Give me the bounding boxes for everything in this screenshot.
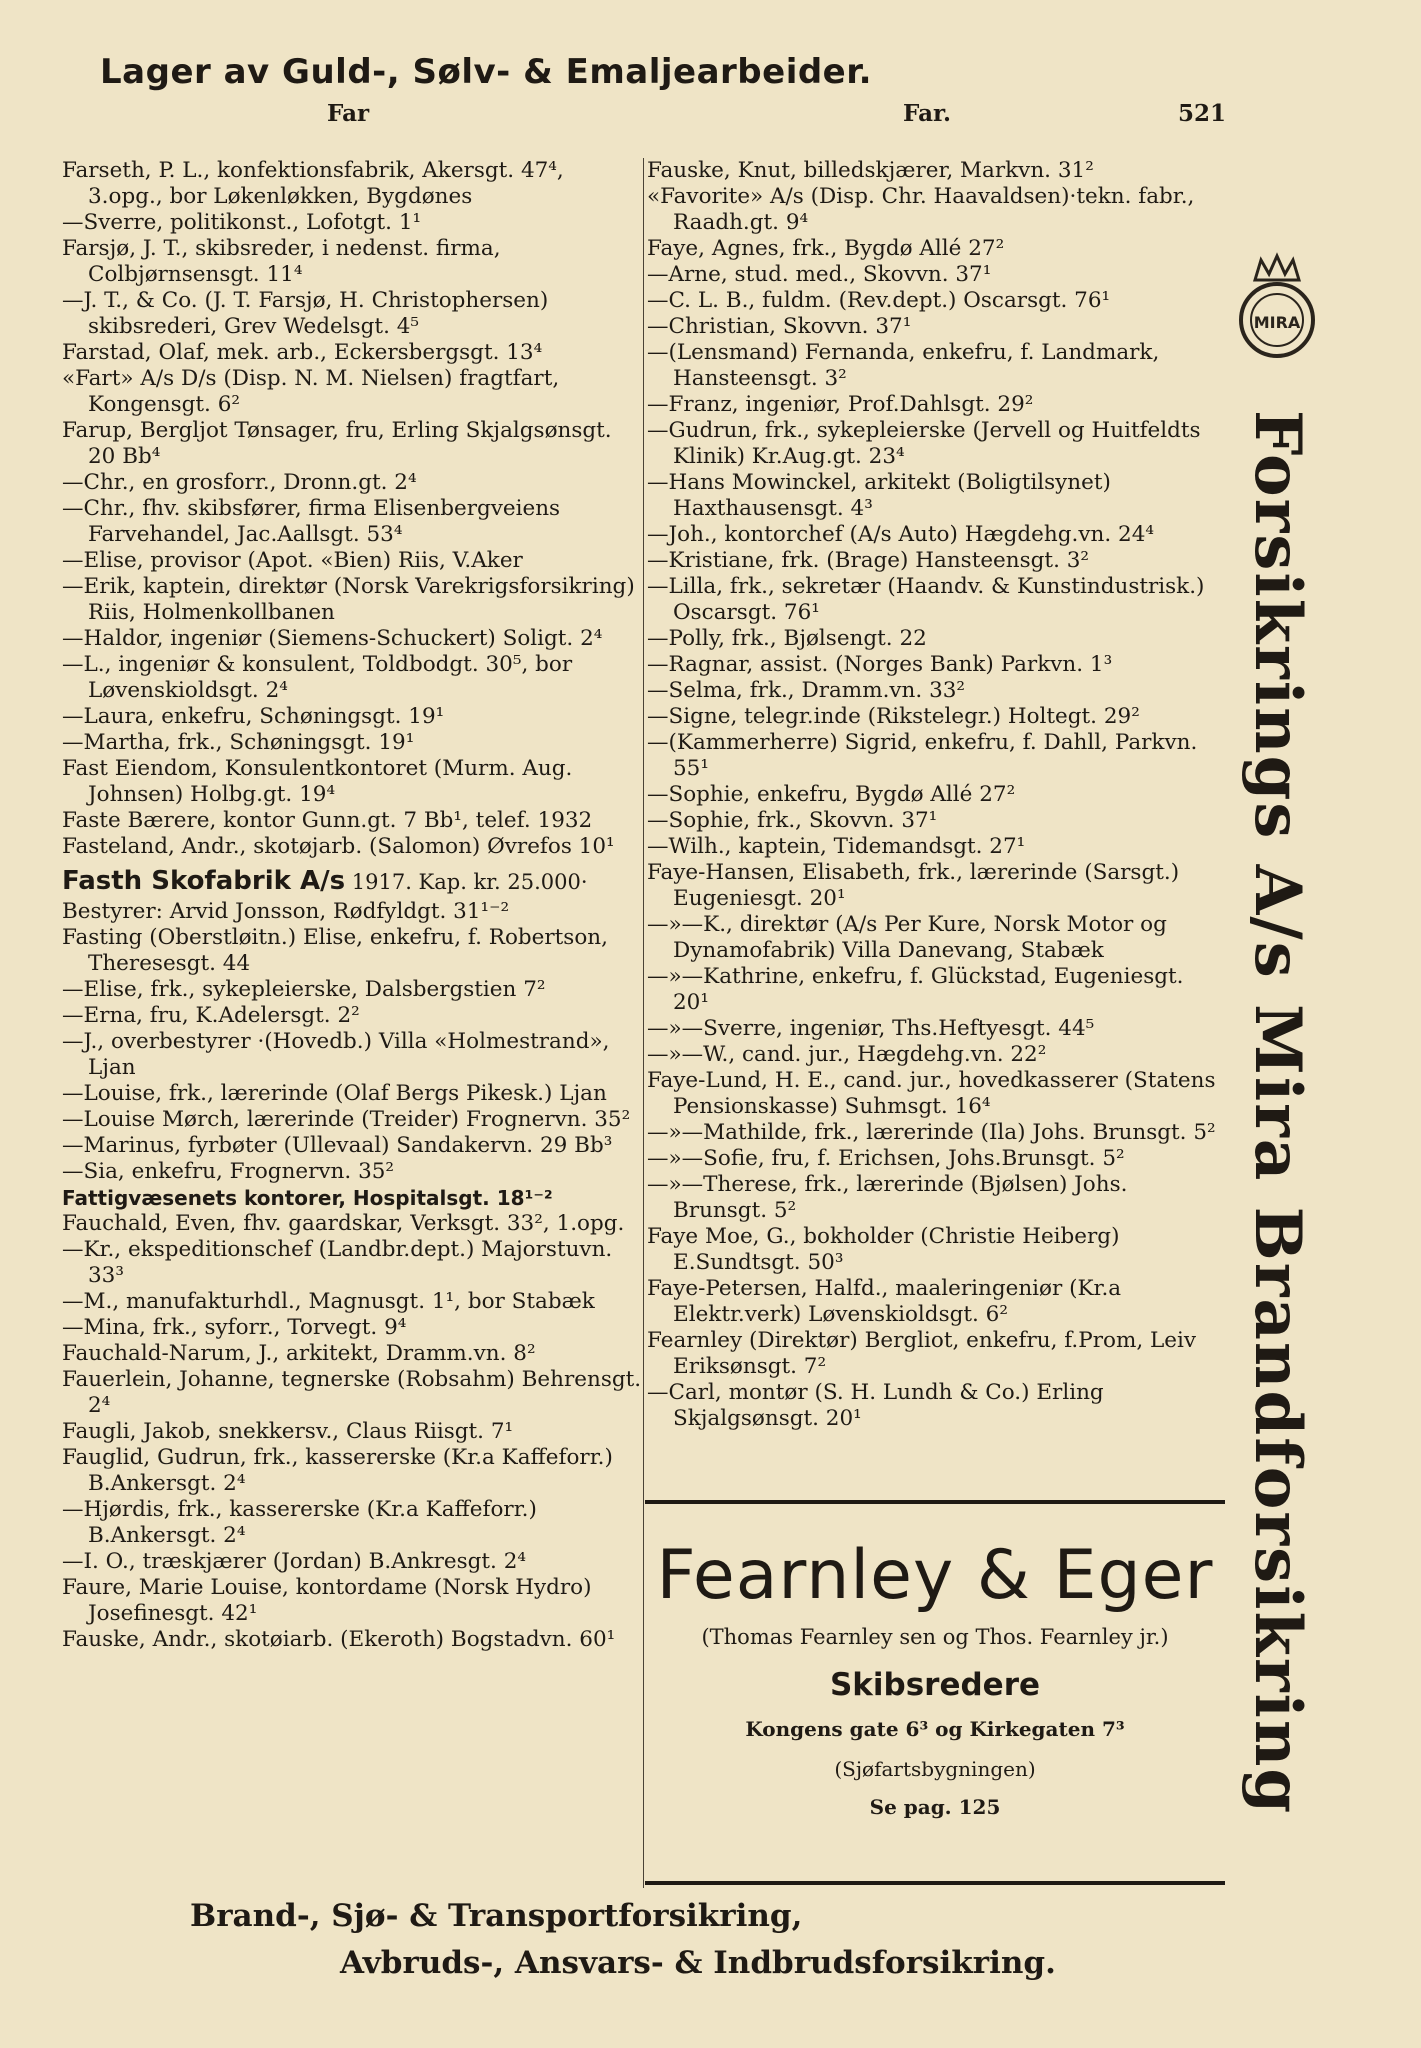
directory-entry [647,1276,1225,1328]
directory-entry [62,1497,642,1549]
directory-entry [647,1146,1225,1172]
directory-entry [62,1211,642,1237]
left-column [62,158,642,1653]
entry-text: «Fart» A/s D/s (Disp. N. M. Nielsen) fragtfart, Kongensgt. 6² [62,366,560,417]
entry-text: Fauske, Andr., skotøiarb. (Ekeroth) Bogstadvn. 60¹ [62,1627,616,1652]
directory-entry [647,1068,1225,1120]
entry-text: —Erik, kaptein, direktør (Norsk Varekrigsforsikring) Riis, Holmenkollbanen [62,574,635,625]
directory-entry [62,1185,642,1211]
directory-entry [647,808,1225,834]
directory-entry [647,548,1225,574]
entry-text: Faye-Petersen, Halfd., maaleringeniør (Kr.a Elektr.verk) Løvenskioldsgt. 6² [647,1276,1122,1327]
directory-entry [647,704,1225,730]
ad-bottom-rule [645,1881,1225,1885]
entry-text: —Carl, montør (S. H. Lundh & Co.) Erling Skjalgsønsgt. 20¹ [647,1380,1104,1431]
directory-entry [62,1341,642,1367]
directory-entry [62,626,642,652]
entry-text: Bestyrer: Arvid Jonsson, Rødfyldgt. 31¹⁻² [62,899,510,924]
directory-entry [62,652,642,704]
directory-entry [62,1419,642,1445]
directory-entry [62,1367,642,1419]
entry-text: —Hjørdis, frk., kassererske (Kr.a Kaffeforr.) B.Ankersgt. 2⁴ [62,1497,537,1548]
page-number: 521 [1178,100,1227,127]
right-running-head: Far. [903,100,951,127]
directory-entry [62,899,642,925]
right-column [647,158,1225,1432]
entry-text: —Chr., en grosforr., Dronn.gt. 2⁴ [62,470,417,495]
directory-entry [647,730,1225,782]
entry-text: —Louise, frk., lærerinde (Olaf Bergs Pikesk.) Ljan [62,1081,607,1106]
entry-text: —(Lensmand) Fernanda, enkefru, f. Landmark, Hansteensgt. 3² [647,340,1160,391]
entry-text: —Haldor, ingeniør (Siemens-Schuckert) Soligt. 2⁴ [62,626,603,651]
logo-text: MIRA [1253,313,1301,332]
directory-entry [62,730,642,756]
directory-entry [62,834,642,860]
entry-text: —Laura, enkefru, Schøningsgt. 19¹ [62,704,445,729]
directory-entry [62,366,642,418]
directory-entry [62,418,642,470]
directory-entry [647,1224,1225,1276]
directory-entry [647,912,1225,964]
directory-entry [647,314,1225,340]
directory-entry [62,1627,642,1653]
directory-entry [62,210,642,236]
ad-owners: (Thomas Fearnley sen og Thos. Fearnley jr.) [701,1625,1169,1649]
directory-entry [62,1003,642,1029]
directory-entry [647,158,1225,184]
directory-entry [647,392,1225,418]
directory-entry [62,1289,642,1315]
ad-company-name: Fearnley & Eger [656,1536,1214,1615]
entry-text: —I. O., træskjærer (Jordan) B.Ankresgt. 2⁴ [62,1549,527,1574]
directory-entry [647,834,1225,860]
entry-text: —Sophie, frk., Skovvn. 37¹ [647,808,938,833]
entry-text: —Elise, frk., sykepleierske, Dalsbergstien 7² [62,977,546,1002]
entry-text: Fearnley (Direktør) Bergliot, enkefru, f.Prom, Leiv Eriksønsgt. 7² [647,1328,1197,1379]
directory-entry [62,1549,642,1575]
directory-entry [647,340,1225,392]
entry-text: Fauerlein, Johanne, tegnerske (Robsahm) Behrensgt. 2⁴ [62,1367,642,1418]
entry-text: —Christian, Skovvn. 37¹ [647,314,912,339]
directory-entry [62,236,642,288]
directory-entry [62,1445,642,1497]
entry-text: —»—K., direktør (A/s Per Kure, Norsk Motor og Dynamofabrik) Villa Danevang, Stabæk [647,912,1167,963]
directory-entry [62,977,642,1003]
directory-entry [62,574,642,626]
entry-text: —Sverre, politikonst., Lofotgt. 1¹ [62,210,422,235]
directory-entry [62,1315,642,1341]
directory-entry [647,1120,1225,1146]
entry-text: —J., overbestyrer ·(Hovedb.) Villa «Holmestrand», Ljan [62,1029,610,1080]
directory-entry [647,964,1225,1016]
directory-entry [62,925,642,977]
directory-entry [62,808,642,834]
directory-entry [647,652,1225,678]
entry-text: —Marinus, fyrbøter (Ullevaal) Sandakervn. 29 Bb³ [62,1133,613,1158]
entry-text: Fasteland, Andr., skotøjarb. (Salomon) Øvrefos 10¹ [62,834,615,859]
ad-see-page: Se pag. 125 [869,1795,1001,1819]
entry-text: —L., ingeniør & konsulent, Toldbodgt. 30⁵, bor Løvenskioldsgt. 2⁴ [62,652,573,703]
entry-text: Fattigvæsenets kontorer, Hospitalsgt. 18¹⁻² [62,1186,553,1210]
directory-entry [647,236,1225,262]
entry-text: Fauchald, Even, fhv. gaardskar, Verksgt. 33², 1.opg. [62,1211,625,1236]
ad-top-rule [645,1500,1225,1504]
entry-text: Farstad, Olaf, mek. arb., Eckersbergsgt. 13⁴ [62,340,543,365]
directory-entry [647,860,1225,912]
entry-text: Faye, Agnes, frk., Bygdø Allé 27² [647,236,1005,261]
entry-text: Fauglid, Gudrun, frk., kassererske (Kr.a Kaffeforr.) B.Ankersgt. 2⁴ [62,1445,613,1496]
entry-text: —Joh., kontorchef (A/s Auto) Hægdehg.vn. 24⁴ [647,522,1154,547]
entry-text: Faye-Hansen, Elisabeth, frk., lærerinde (Sarsgt.) Eugeniesgt. 20¹ [647,860,1180,911]
directory-entry [62,864,642,899]
directory-entry [62,1107,642,1133]
entry-text: Farseth, P. L., konfektionsfabrik, Akersgt. 47⁴, 3.opg., bor Løkenløkken, Bygdønes [62,158,564,209]
ad-building: (Sjøfartsbygningen) [834,1757,1036,1781]
directory-entry [647,1016,1225,1042]
entry-text: Faure, Marie Louise, kontordame (Norsk Hydro) Josefinesgt. 42¹ [62,1575,592,1626]
fearnley-eger-advertisement [645,1500,1225,1885]
directory-entry [62,1159,642,1185]
entry-text: —Hans Mowinckel, arkitekt (Boligtilsynet) Haxthausensgt. 4³ [647,470,1111,521]
entry-text: Farup, Bergljot Tønsager, fru, Erling Skjalgsønsgt. 20 Bb⁴ [62,418,612,469]
entry-text: —Wilh., kaptein, Tidemandsgt. 27¹ [647,834,1026,859]
entry-text: —Kr., ekspeditionschef (Landbr.dept.) Majorstuvn. 33³ [62,1237,613,1288]
entry-text: —»—Mathilde, frk., lærerinde (Ila) Johs. Brunsgt. 5² [647,1120,1216,1145]
directory-entry [62,756,642,808]
directory-entry [62,340,642,366]
entry-text: —C. L. B., fuldm. (Rev.dept.) Oscarsgt. 76¹ [647,288,1111,313]
entry-text: —Selma, frk., Dramm.vn. 33² [647,678,966,703]
entry-text: «Favorite» A/s (Disp. Chr. Haavaldsen)·tekn. fabr., Raadh.gt. 9⁴ [647,184,1195,235]
directory-entry [62,470,642,496]
directory-entry [62,1029,642,1081]
footer-line-1: Brand-, Sjø- & Transportforsikring, [190,1898,803,1934]
directory-entry [647,1172,1225,1224]
entry-text: —Ragnar, assist. (Norges Bank) Parkvn. 1³ [647,652,1113,677]
entry-text: Farsjø, J. T., skibsreder, i nedenst. firma, Colbjørnsensgt. 11⁴ [62,236,501,287]
entry-text: —»—Sofie, fru, f. Erichsen, Johs.Brunsgt. 5² [647,1146,1125,1171]
entry-text: Faye Moe, G., bokholder (Christie Heiberg) E.Sundtsgt. 50³ [647,1224,1120,1275]
entry-text: —Erna, fru, K.Adelersgt. 2² [62,1003,360,1028]
entry-text: —(Kammerherre) Sigrid, enkefru, f. Dahll, Parkvn. 55¹ [647,730,1198,781]
entry-text: —Franz, ingeniør, Prof.Dahlsgt. 29² [647,392,1034,417]
entry-text: —»—Therese, frk., lærerinde (Bjølsen) Johs. Brunsgt. 5² [647,1172,1128,1223]
entry-text: —Martha, frk., Schøningsgt. 19¹ [62,730,415,755]
directory-entry [647,470,1225,522]
page-header-title: Lager av Guld-, Sølv- & Emaljearbeider. [100,52,873,92]
directory-entry [62,1081,642,1107]
mira-crown-logo [1225,250,1329,362]
entry-text: —Sia, enkefru, Frognervn. 35² [62,1159,395,1184]
directory-entry [62,548,642,574]
directory-entry [62,1237,642,1289]
directory-entry [647,262,1225,288]
entry-text: —»—Kathrine, enkefru, f. Glückstad, Eugeniesgt. 20¹ [647,964,1184,1015]
directory-entry [647,678,1225,704]
directory-entry [647,1328,1225,1380]
entry-text: —Arne, stud. med., Skovvn. 37¹ [647,262,992,287]
directory-entry [62,1133,642,1159]
column-divider [643,158,644,1888]
entry-text: Fasting (Oberstløitn.) Elise, enkefru, f. Robertson, Theresesgt. 44 [62,925,608,976]
entry-text: Fast Eiendom, Konsulentkontoret (Murm. Aug. Johnsen) Holbg.gt. 19⁴ [62,756,573,807]
entry-text: Fauske, Knut, billedskjærer, Markvn. 31² [647,158,1094,183]
entry-text: —Polly, frk., Bjølsengt. 22 [647,626,927,651]
directory-entry [647,574,1225,626]
entry-text: Fauchald-Narum, J., arkitekt, Dramm.vn. 8² [62,1341,536,1366]
ad-business: Skibsredere [829,1667,1041,1703]
directory-entry [62,158,642,210]
entry-text: —Gudrun, frk., sykepleierske (Jervell og Huitfeldts Klinik) Kr.Aug.gt. 23⁴ [647,418,1201,469]
entry-text: —Mina, frk., syforr., Torvegt. 9⁴ [62,1315,407,1340]
entry-text: —Louise Mørch, lærerinde (Treider) Frognervn. 35² [62,1107,631,1132]
entry-text: —»—W., cand. jur., Hægdehg.vn. 22² [647,1042,1047,1067]
entry-text: —Chr., fhv. skibsfører, firma Elisenbergveiens Farvehandel, Jac.Aallsgt. 53⁴ [62,496,561,547]
entry-text: Faste Bærere, kontor Gunn.gt. 7 Bb¹, telef. 1932 [62,808,593,833]
entry-text: Fasth Skofabrik A/s [62,866,346,896]
entry-text: —Elise, provisor (Apot. «Bien) Riis, V.Aker [62,548,523,573]
entry-text: —Lilla, frk., sekretær (Haandv. & Kunstindustrisk.) Oscarsgt. 76¹ [647,574,1205,625]
directory-entry [62,704,642,730]
entry-suffix: 1917. Kap. kr. 25.000· [345,870,588,894]
footer-line-2: Avbruds-, Ansvars- & Indbrudsforsikring. [340,1945,1056,1981]
directory-entry [647,782,1225,808]
directory-entry [62,1575,642,1627]
left-running-head: Far [327,100,370,127]
entry-text: —Signe, telegr.inde (Rikstelegr.) Holtegt. 29² [647,704,1140,729]
directory-entry [62,496,642,548]
entry-text: —M., manufakturhdl., Magnusgt. 1¹, bor Stabæk [62,1289,595,1314]
entry-text: —J. T., & Co. (J. T. Farsjø, H. Christophersen) skibsrederi, Grev Wedelsgt. 4⁵ [62,288,549,339]
directory-entry [647,626,1225,652]
directory-entry [647,1380,1225,1432]
entry-text: Faugli, Jakob, snekkersv., Claus Riisgt. 7¹ [62,1419,514,1444]
directory-entry [647,418,1225,470]
entry-text: —Kristiane, frk. (Brage) Hansteensgt. 3² [647,548,1090,573]
ad-address: Kongens gate 6³ og Kirkegaten 7³ [745,1717,1125,1741]
directory-entry [647,288,1225,314]
directory-entry [647,522,1225,548]
entry-text: —Sophie, enkefru, Bygdø Allé 27² [647,782,1016,807]
directory-entry [62,288,642,340]
directory-entry [647,184,1225,236]
entry-text: —»—Sverre, ingeniør, Ths.Heftyesgt. 44⁵ [647,1016,1095,1041]
entry-text: Faye-Lund, H. E., cand. jur., hovedkasserer (Statens Pensionskasse) Suhmsgt. 16⁴ [647,1068,1216,1119]
directory-entry [647,1042,1225,1068]
vertical-mira-advertisement: Forsikrings A/s Mira Brandforsikring [1240,410,1315,1816]
